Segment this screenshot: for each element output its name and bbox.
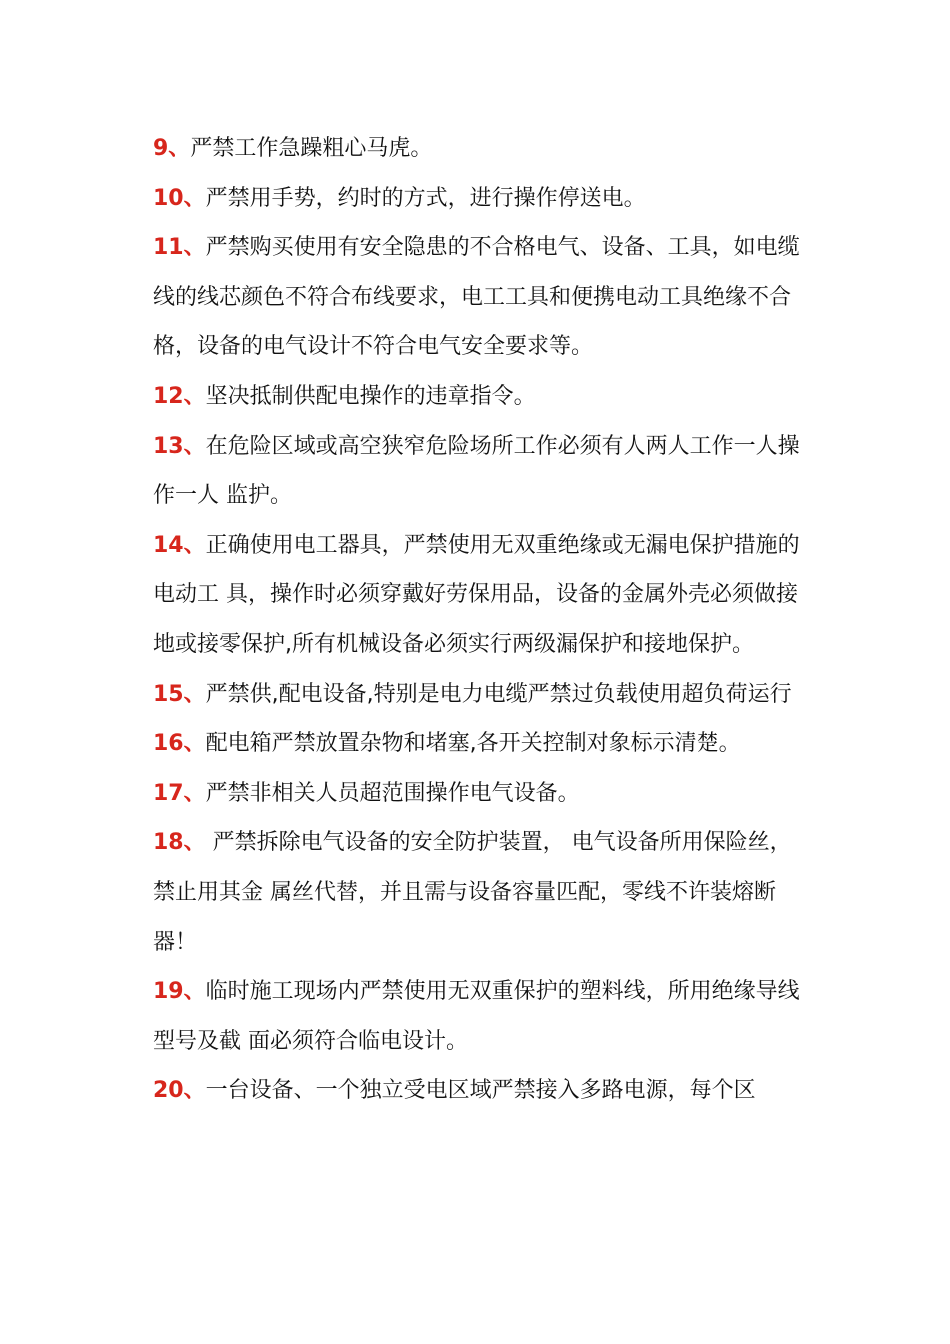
rule-text: 配电箱严禁放置杂物和堵塞,各开关控制对象标示清楚。 — [205, 731, 741, 757]
rule-text: 严禁非相关人员超范围操作电气设备。 — [205, 780, 580, 806]
rule-text: 严禁工作急躁粗心马虎。 — [190, 136, 433, 161]
rule-number: 9、 — [153, 136, 191, 161]
rule-text: 正确使用电工器具，严禁使用无双重绝缘或无漏电保护措施的电动工 具，操作时必须穿戴好劳保用品，设备的金属外壳必须做接地或接零保护,所有机械设备必须实行两级漏保护和接地保护。 — [153, 532, 800, 657]
rule-text: 严禁用手势，约时的方式，进行操作停送电。 — [205, 185, 646, 211]
rule-number: 12、 — [153, 383, 206, 409]
rule-number: 17、 — [153, 780, 206, 806]
rule-number: 18、 — [153, 830, 206, 856]
rule-item-14 — [153, 521, 805, 670]
rule-item-11 — [153, 223, 805, 372]
rule-number: 14、 — [153, 532, 206, 558]
rule-item-19 — [153, 967, 805, 1066]
rule-item-16 — [153, 719, 805, 769]
document-body — [153, 124, 805, 1116]
rule-text: 严禁购买使用有安全隐患的不合格电气、设备、工具，如电缆线的线芯颜色不符合布线要求，电工工具和便携电动工具绝缘不合格，设备的电气设计不符合电气安全要求等。 — [153, 235, 800, 360]
rule-item-18 — [153, 818, 805, 967]
rule-number: 13、 — [153, 433, 206, 459]
rule-text: 临时施工现场内严禁使用无双重保护的塑料线，所用绝缘导线型号及截 面必须符合临电设计。 — [153, 979, 800, 1054]
rule-item-15 — [153, 670, 805, 720]
rule-text: 严禁拆除电气设备的安全防护装置， 电气设备所用保险丝，禁止用其金 属丝代替，并且需与设备容量匹配，零线不许装熔断器！ — [153, 830, 792, 955]
rule-text: 一台设备、一个独立受电区域严禁接入多路电源，每个区 — [205, 1078, 756, 1104]
rule-item-13 — [153, 422, 805, 521]
rule-item-12 — [153, 372, 805, 422]
rule-number: 11、 — [153, 235, 206, 261]
rule-item-9 — [153, 124, 805, 174]
rule-item-20 — [153, 1066, 805, 1116]
rule-item-10 — [153, 174, 805, 224]
rule-number: 10、 — [153, 185, 206, 211]
rule-number: 19、 — [153, 979, 206, 1005]
rule-number: 16、 — [153, 731, 206, 757]
rule-text: 在危险区域或高空狭窄危险场所工作必须有人两人工作一人操作一人 监护。 — [153, 433, 800, 509]
rule-text: 坚决抵制供配电操作的违章指令。 — [205, 383, 536, 409]
rule-number: 15、 — [153, 681, 206, 707]
rule-number: 20、 — [153, 1078, 206, 1104]
rule-item-17 — [153, 769, 805, 819]
rule-text: 严禁供,配电设备,特别是电力电缆严禁过负载使用超负荷运行 — [205, 681, 792, 707]
